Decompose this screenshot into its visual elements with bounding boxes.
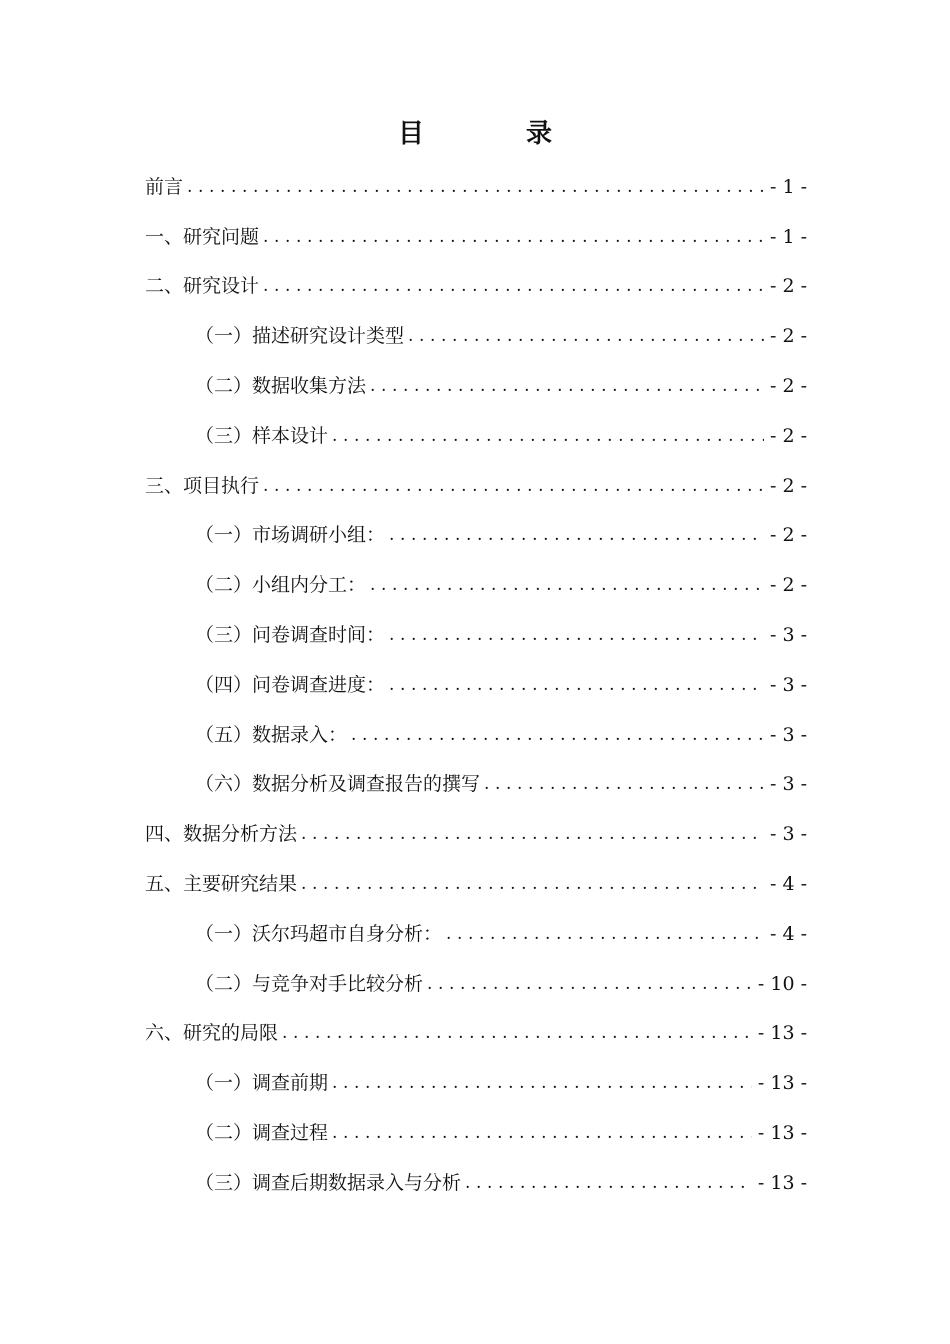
toc-dot-leader xyxy=(427,971,752,997)
toc-dot-leader xyxy=(484,771,764,797)
toc-page-number: - 1 - xyxy=(769,175,807,198)
toc-dot-leader xyxy=(263,473,764,499)
toc-entry-text: （一）沃尔玛超市自身分析： xyxy=(195,922,443,945)
toc-page-number: - 3 - xyxy=(769,624,807,647)
toc-entry[interactable] xyxy=(145,262,807,312)
toc-entry-text: 六、研究的局限 xyxy=(145,1022,279,1045)
toc-entry-text: （三）调查后期数据录入与分析 xyxy=(195,1171,462,1194)
toc-dot-leader xyxy=(301,871,764,897)
toc-page-number: - 2 - xyxy=(769,275,807,298)
toc-subentry[interactable] xyxy=(145,560,807,610)
toc-dot-leader xyxy=(263,273,764,299)
toc-entry-text: （四）问卷调查进度： xyxy=(195,673,386,696)
toc-dot-leader xyxy=(263,224,764,250)
toc-subentry[interactable] xyxy=(145,1158,807,1208)
toc-dot-leader xyxy=(389,672,764,698)
toc-entry-text: 四、数据分析方法 xyxy=(145,823,298,846)
toc-subentry[interactable] xyxy=(145,909,807,959)
toc-subentry[interactable] xyxy=(145,311,807,361)
toc-entry-text: （五）数据录入： xyxy=(195,723,348,746)
toc-entry[interactable] xyxy=(145,809,807,859)
toc-entry-text: 一、研究问题 xyxy=(145,225,260,248)
toc-entry-text: （二）小组内分工： xyxy=(195,574,367,597)
toc-entry[interactable] xyxy=(145,162,807,212)
toc-page-number: - 3 - xyxy=(769,723,807,746)
toc-page-number: - 13 - xyxy=(757,1072,807,1095)
toc-entry-text: （二）调查过程 xyxy=(195,1122,329,1145)
toc-entry-text: 二、研究设计 xyxy=(145,275,260,298)
toc-entry-text: （六）数据分析及调查报告的撰写 xyxy=(195,773,481,796)
toc-page-number: - 2 - xyxy=(769,524,807,547)
toc-dot-leader xyxy=(301,821,764,847)
toc-entry-text: （一）描述研究设计类型 xyxy=(195,325,405,348)
toc-dot-leader xyxy=(370,572,764,598)
toc-subentry[interactable] xyxy=(145,1058,807,1108)
toc-dot-leader xyxy=(408,323,764,349)
toc-page-number: - 2 - xyxy=(769,325,807,348)
toc-page-number: - 13 - xyxy=(757,1171,807,1194)
toc-page-number: - 4 - xyxy=(769,873,807,896)
toc-dot-leader xyxy=(332,1120,752,1146)
toc-subentry[interactable] xyxy=(145,361,807,411)
toc-page-number: - 3 - xyxy=(769,773,807,796)
toc-dot-leader xyxy=(465,1170,752,1196)
toc-dot-leader xyxy=(389,522,764,548)
toc-dot-leader xyxy=(351,722,764,748)
toc-subentry[interactable] xyxy=(145,1108,807,1158)
toc-entry-text: （三）问卷调查时间： xyxy=(195,624,386,647)
toc-page-number: - 10 - xyxy=(757,972,807,995)
toc-subentry[interactable] xyxy=(145,710,807,760)
toc-dot-leader xyxy=(332,1070,752,1096)
toc-entry-text: （二）数据收集方法 xyxy=(195,375,367,398)
toc-entry-text: 前言 xyxy=(145,175,184,198)
toc-page-number: - 13 - xyxy=(757,1022,807,1045)
toc-dot-leader xyxy=(332,423,764,449)
toc-page-number: - 2 - xyxy=(769,474,807,497)
toc-page-number: - 4 - xyxy=(769,922,807,945)
page-title: 目 录 xyxy=(397,119,590,149)
toc-page-number: - 13 - xyxy=(757,1122,807,1145)
toc-entry-text: 三、项目执行 xyxy=(145,474,260,497)
toc-entry[interactable] xyxy=(145,212,807,262)
toc-page-number: - 2 - xyxy=(769,574,807,597)
toc-dot-leader xyxy=(389,622,764,648)
toc-dot-leader xyxy=(187,174,764,200)
toc-entry-text: （一）调查前期 xyxy=(195,1072,329,1095)
toc-subentry[interactable] xyxy=(145,511,807,561)
toc-subentry[interactable] xyxy=(145,610,807,660)
toc-dot-leader xyxy=(446,921,764,947)
toc-list xyxy=(145,162,807,1208)
toc-dot-leader xyxy=(370,373,764,399)
toc-subentry[interactable] xyxy=(145,959,807,1009)
toc-subentry[interactable] xyxy=(145,760,807,810)
toc-subentry[interactable] xyxy=(145,660,807,710)
toc-page-number: - 1 - xyxy=(769,225,807,248)
toc-dot-leader xyxy=(282,1020,752,1046)
toc-page-number: - 3 - xyxy=(769,673,807,696)
toc-entry[interactable] xyxy=(145,461,807,511)
toc-entry-text: （二）与竞争对手比较分析 xyxy=(195,972,424,995)
toc-page-number: - 2 - xyxy=(769,424,807,447)
toc-entry-text: （三）样本设计 xyxy=(195,424,329,447)
toc-page-number: - 2 - xyxy=(769,375,807,398)
toc-entry[interactable] xyxy=(145,1009,807,1059)
toc-entry-text: 五、主要研究结果 xyxy=(145,873,298,896)
toc-page-number: - 3 - xyxy=(769,823,807,846)
toc-entry[interactable] xyxy=(145,859,807,909)
toc-subentry[interactable] xyxy=(145,411,807,461)
toc-entry-text: （一）市场调研小组： xyxy=(195,524,386,547)
